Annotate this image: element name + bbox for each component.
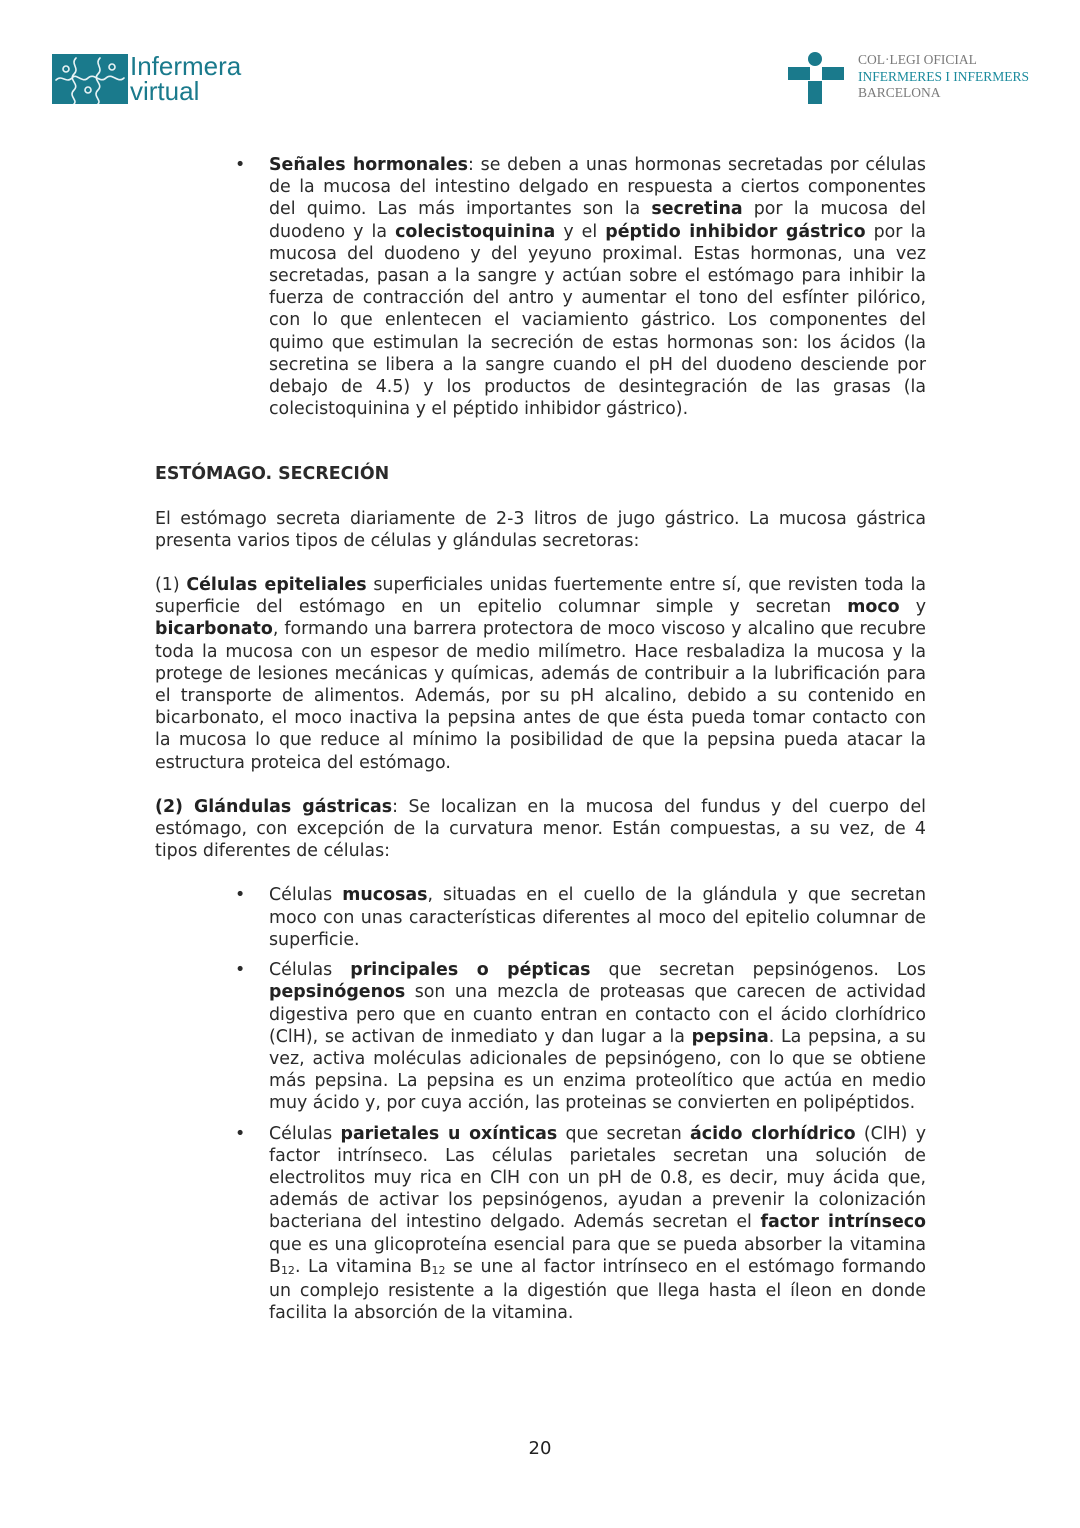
bullet-icon: • bbox=[235, 960, 246, 981]
logo-line-2: virtual bbox=[130, 76, 200, 106]
page-number: 20 bbox=[528, 1438, 552, 1459]
gastric-glands-paragraph: (2) Glándulas gástricas: Se localizan en la mucosa del fundus y del cuerpo del estómago, con excepción de la curvatura menor. Están compuestas, a su vez, de 4 tipos diferentes de células: bbox=[155, 796, 926, 862]
coib-logo bbox=[788, 52, 1029, 104]
chief-cells-text: Células principales o pépticas que secretan pepsinógenos. Los pepsinógenos son una mezcla de proteasas que carecen de actividad digestiva pero que en cuanto entran en contacto con el ácido clorhídrico (ClH), se activan de inmediato y dan lugar a la pepsina. La pepsina, a su vez, activa moléculas adicionales de pepsinógeno, con lo que se obtiene más pepsina. La pepsina es un enzima proteolítico que actúa en medio muy ácido y, por cuya acción, las proteinas se convierten en polipéptidos. bbox=[269, 960, 926, 1114]
cross-icon bbox=[788, 52, 844, 104]
bullet-icon: • bbox=[235, 1123, 246, 1144]
list-item bbox=[155, 884, 926, 951]
coib-line-2: INFERMERES I INFERMERS bbox=[858, 68, 1030, 84]
hormonal-signals-paragraph: Señales hormonales: se deben a unas hormonas secretadas por células de la mucosa del intestino delgado en respuesta a ciertos componentes del quimo. Las más importantes son la secretina por la mucosa del duodeno y la colecistoquinina y el péptido inhibidor gástrico por la mucosa del duodeno y del yeyuno proximal. Estas hormonas, una vez secretadas, pasan a la sangre y actúan sobre el estómago para inhibir la fuerza de contracción del antro y aumentar el tono del esfínter pilórico, con lo que enlentecen el vaciamiento gástrico. Los componentes del quimo que estimulan la secreción de estas hormonas son: los ácidos (la secretina se libera a la sangre cuando el pH del duodeno desciende por debajo de 4.5) y los productos de desintegración de las grasas (la colecistoquinina y el péptido inhibidor gástrico). bbox=[269, 155, 926, 420]
mucous-cells-text: Células mucosas, situadas en el cuello de la glándula y que secretan moco con unas características diferentes al moco del epitelio columnar de superficie. bbox=[269, 885, 926, 950]
cell-types-list bbox=[155, 884, 926, 1324]
coib-line-3: BARCELONA bbox=[858, 85, 941, 100]
page-content bbox=[155, 154, 926, 1324]
hormonal-bullet-list bbox=[155, 154, 926, 420]
list-item bbox=[155, 1123, 926, 1325]
list-item bbox=[155, 959, 926, 1114]
bullet-icon: • bbox=[235, 155, 246, 175]
list-item bbox=[155, 154, 926, 420]
section-heading: ESTÓMAGO. SECRECIÓN bbox=[155, 464, 390, 485]
page-header bbox=[0, 0, 1080, 130]
coib-line-1: COL·LEGI OFICIAL bbox=[858, 52, 977, 67]
intro-paragraph: El estómago secreta diariamente de 2-3 litros de jugo gástrico. La mucosa gástrica presenta varios tipos de células y glándulas secretoras: bbox=[155, 508, 926, 551]
epithelial-cells-paragraph: (1) Células epiteliales superficiales unidas fuertemente entre sí, que revisten toda la superficie del estómago en un epitelio columnar simple y secretan moco y bicarbonato, formando una barrera protectora de moco viscoso y alcalino que recubre toda la mucosa con un espesor de medio milímetro. Hace resbaladiza la mucosa y la protege de lesiones mecánicas y químicas, además de contribuir a la lubrificación para el transporte de alimentos. Además, por su pH alcalino, debido a su contenido en bicarbonato, el moco inactiva la pepsina antes de que ésta pueda tomar contacto con la mucosa lo que reduce al mínimo la posibilidad de que la pepsina pueda atacar la estructura proteica del estómago. bbox=[155, 575, 927, 773]
bullet-icon: • bbox=[235, 885, 246, 906]
parietal-cells-text: Células parietales u oxínticas que secretan ácido clorhídrico (ClH) y factor intrínseco. Las células parietales secretan una solución de electrolitos muy rica en ClH con un pH de 0.8, es decir, muy ácida que, además de activar los pepsinógenos, ayudan a prevenir la colonización bacteriana del intestino delgado. Además secretan el factor intrínseco que es una glicoproteína esencial para que se pueda absorber la vitamina $B_{12}$. La vitamina $B_{12}$ se une al factor intrínseco en el estómago formando un complejo resistente a la digestión que llega hasta el íleon en donde facilita la absorción de la vitamina. bbox=[269, 1123, 927, 1324]
puzzle-icon bbox=[52, 54, 128, 104]
infermera-virtual-logo bbox=[52, 51, 242, 106]
logo-line-1: Infermera bbox=[130, 51, 242, 81]
